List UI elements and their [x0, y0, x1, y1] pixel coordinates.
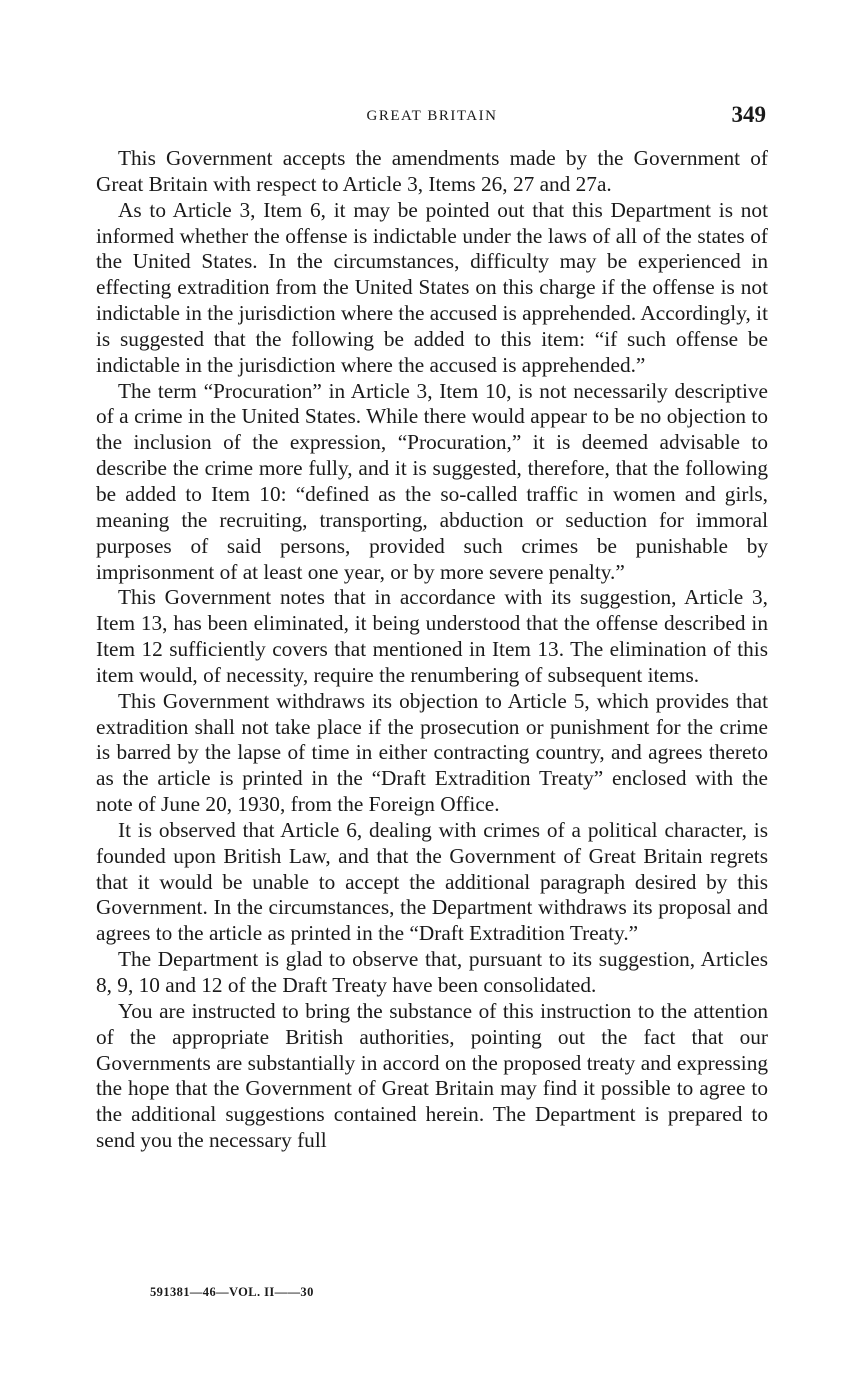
paragraph: The term “Procuration” in Article 3, Item 10, is not necessarily descriptive of a crime in the United States. While there would appear to be no objection to the inclusion of the expression, “Procuration,” it is deemed advisable to describe the crime more fully, and it is suggested, therefore, that the following be added to Item 10: “defined as the so-called traffic in women and girls, meaning the recruiting, transporting, abduction or seduction for immoral purposes of said persons, provided such crimes be punishable by imprisonment of at least one year, or by more severe penalty.” [96, 378, 768, 584]
body-text [96, 146, 768, 1154]
paragraph: You are instructed to bring the substance of this instruction to the attention of the appropriate British authorities, pointing out the fact that our Governments are substantially in accord on the proposed treaty and expressing the hope that the Government of Great Britain may find it possible to agree to the additional suggestions contained herein. The Department is prepared to send you the necessary full [96, 998, 768, 1153]
page-number: 349 [731, 102, 766, 127]
paragraph: As to Article 3, Item 6, it may be pointed out that this Department is not informed whether the offense is indictable under the laws of all of the states of the United States. In the circumstances, difficulty may be experienced in effecting extradition from the United States on this charge if the offense is not indictable in the jurisdiction where the accused is apprehended. Accordingly, it is suggested that the following be added to this item: “if such offense be indictable in the jurisdiction where the accused is apprehended.” [96, 197, 768, 377]
paragraph: It is observed that Article 6, dealing with crimes of a political character, is founded upon British Law, and that the Government of Great Britain regrets that it would be unable to accept the additional paragraph desired by this Government. In the circumstances, the Department withdraws its proposal and agrees to the article as printed in the “Draft Extradition Treaty.” [96, 817, 768, 946]
running-title: GREAT BRITAIN [366, 108, 498, 124]
paragraph: The Department is glad to observe that, pursuant to its suggestion, Articles 8, 9, 10 and 12 of the Draft Treaty have been consolidated. [96, 947, 768, 997]
paragraph: This Government accepts the amendments made by the Government of Great Britain with respect to Article 3, Items 26, 27 and 27a. [96, 146, 768, 196]
paragraph: This Government withdraws its objection to Article 5, which provides that extradition shall not take place if the prosecution or punishment for the crime is barred by the lapse of time in either contracting country, and agrees thereto as the article is printed in the “Draft Extradition Treaty” enclosed with the note of June 20, 1930, from the Foreign Office. [96, 688, 768, 817]
running-head [96, 104, 768, 134]
printer-mark: 591381—46—VOL. II——30 [150, 1285, 314, 1299]
paragraph: This Government notes that in accordance with its suggestion, Article 3, Item 13, has been eliminated, it being understood that the offense described in Item 12 sufficiently covers that mentioned in Item 13. The elimination of this item would, of necessity, require the renumbering of subsequent items. [96, 585, 768, 687]
